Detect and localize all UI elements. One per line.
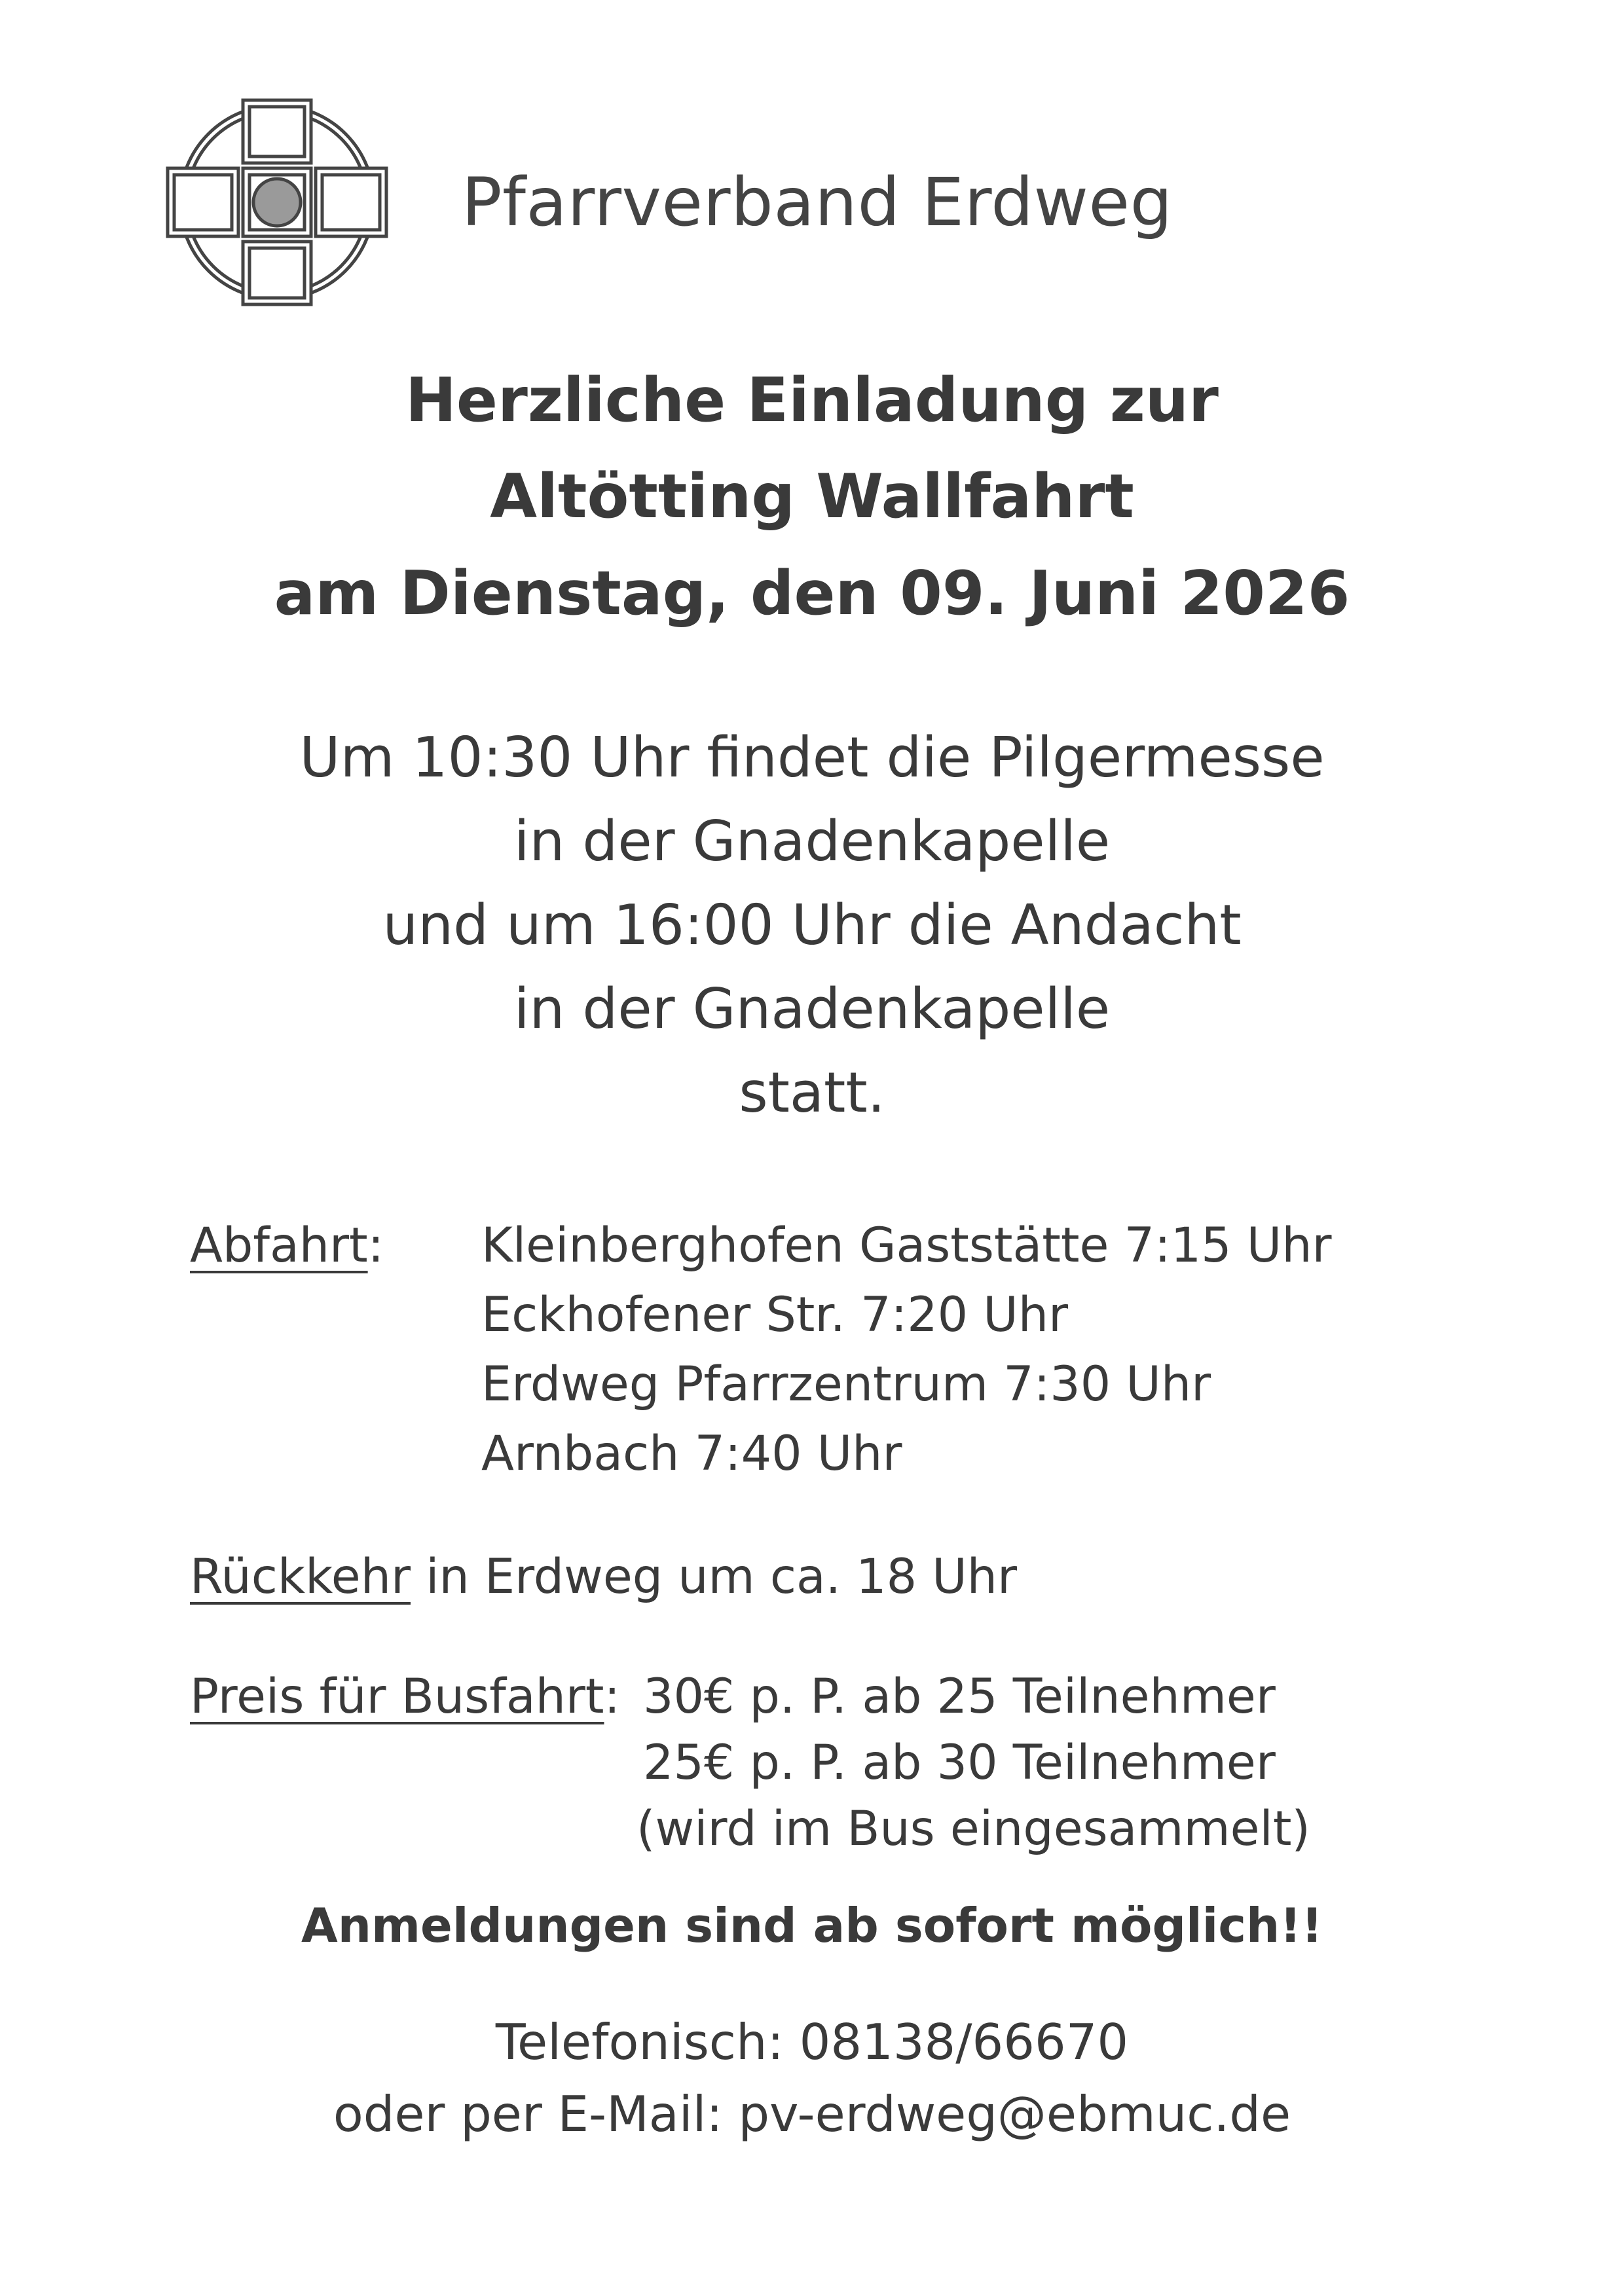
price-label-colon: : [604,1669,621,1724]
heading-line-1: Herzliche Einladung zur [405,365,1219,435]
departure-stop-3: Erdweg Pfarrzentrum 7:30 Uhr [481,1357,1211,1412]
departure-label-colon: : [367,1218,384,1273]
intro-line-4: in der Gnadenkapelle [513,977,1111,1042]
parish-logo-icon [166,98,388,306]
price-line-2: 25€ p. P. ab 30 Teilnehmer [643,1735,1276,1791]
intro-line-1: Um 10:30 Uhr findet die Pilgermesse [299,725,1325,790]
departure-label [190,1218,384,1273]
return-line [190,1549,1017,1605]
departure-stop-2: Eckhofener Str. 7:20 Uhr [481,1287,1068,1343]
return-text: in Erdweg um ca. 18 Uhr [410,1549,1017,1605]
contact-email: oder per E-Mail: pv-erdweg@ebmuc.de [333,2085,1291,2143]
intro-line-3: und um 16:00 Uhr die Andacht [382,893,1242,958]
departure-label-text: Abfahrt [190,1218,368,1273]
intro-line-5: statt. [739,1061,885,1125]
registration-note: Anmeldungen sind ab sofort möglich!! [301,1898,1323,1953]
departure-stop-4: Arnbach 7:40 Uhr [481,1426,902,1482]
heading-line-3: am Dienstag, den 09. Juni 2026 [274,558,1350,629]
contact-phone: Telefonisch: 08138/66670 [495,2013,1129,2071]
price-label-text: Preis für Busfahrt [190,1669,604,1724]
price-note: (wird im Bus eingesammelt) [637,1801,1310,1857]
price-line-1: 30€ p. P. ab 25 Teilnehmer [643,1669,1276,1724]
price-label [190,1669,621,1724]
organization-title: Pfarrverband Erdweg [462,164,1173,242]
departure-stop-1: Kleinberghofen Gaststätte 7:15 Uhr [481,1218,1332,1273]
return-label: Rückkehr [190,1549,411,1605]
heading-line-2: Altötting Wallfahrt [490,461,1134,532]
intro-line-2: in der Gnadenkapelle [513,809,1111,874]
